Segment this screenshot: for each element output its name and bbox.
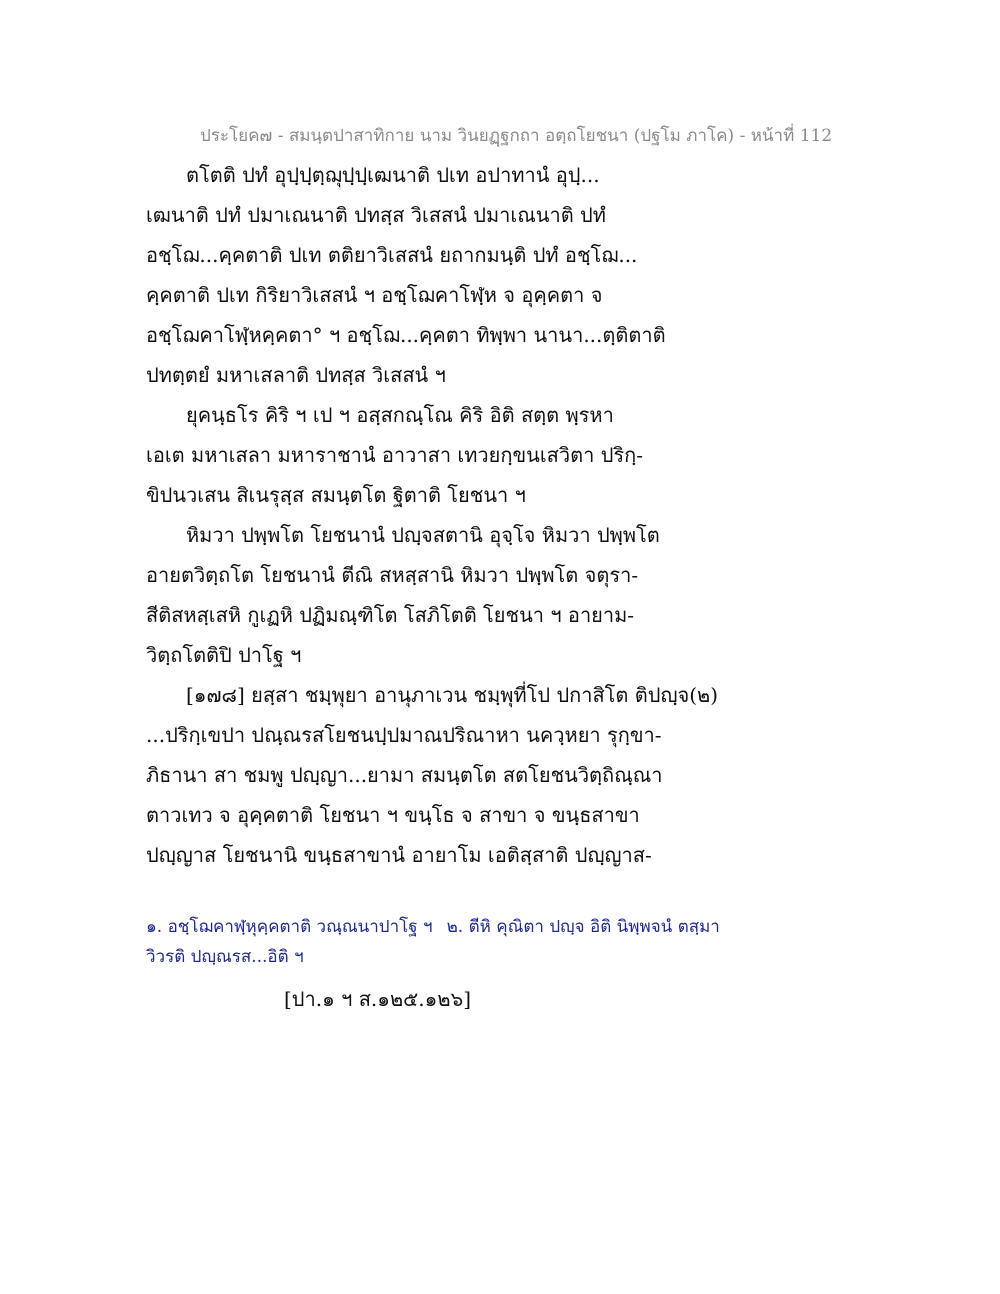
text-line: คฺคตาติ ปเท กิริยาวิเสสนํ ฯ อชฺโฌคาโฬฺห จ อุคฺคตา จ <box>146 283 603 307</box>
text-line: อชฺโฌ...คฺคตาติ ปเท ตติยาวิเสสนํ ยถากมนฺติ ปทํ อชฺโฌ... <box>146 243 638 267</box>
text-line: ปทตฺตยํ มหาเสลาติ ปทสฺส วิเสสนํ ฯ <box>146 363 446 387</box>
footnote-line: วิวรติ ปญฺณรส...อิติ ฯ <box>146 947 304 967</box>
text-line: ยุคนฺธโร คิริ ฯ เป ฯ อสฺสกณฺโณ คิริ อิติ สตฺต พฺรหา <box>186 403 614 427</box>
text-line: ภิธานา สา ชมพู ปญฺญา...ยามา สมนฺตโต สตโยชนวิตฺถิณฺณา <box>146 763 663 787</box>
footnotes <box>146 912 866 972</box>
body-text <box>146 159 866 879</box>
text-line: วิตฺถโตติปิ ปาโฐ ฯ <box>146 643 302 667</box>
footnote-2: ๒. ตีหิ คุณิตา ปญฺจ อิติ นิพฺพจนํ ตสฺมา <box>446 917 720 937</box>
text-line: [๑๗๘] ยสฺสา ชมฺพุยา อานุภาเวน ชมฺพุที่โป ปกาสิโต ติปญฺจ(๒) <box>186 683 719 707</box>
text-line: ...ปริกฺเขปา ปณฺณรสโยชนปฺปมาณปริณาหา นควฺหยา รุกฺขา- <box>146 723 662 747</box>
page-header: ประโยค๗ - สมนฺตปาสาทิกาย นาม วินยฏฺฐกถา อตฺถโยชนา (ปฐโม ภาโค) - หน้าที่ 112 <box>200 126 833 146</box>
page-reference: [ปา.๑ ฯ ส.๑๒๕.๑๒๖] <box>284 987 472 1011</box>
footnote-line <box>146 912 866 942</box>
text-line: เฒนาติ ปทํ ปมาเณนาติ ปทสฺส วิเสสนํ ปมาเณนาติ ปทํ <box>146 203 606 227</box>
text-line: ตาวเทว จ อุคฺคตาติ โยชนา ฯ ขนฺโธ จ สาขา จ ขนฺธสาขา <box>146 803 640 827</box>
text-line: อายตวิตฺถโต โยชนานํ ตีณิ สหสฺสานิ หิมวา ปพฺพโต จตุรา- <box>146 563 639 587</box>
paragraph-2 <box>146 399 866 511</box>
paragraph-1 <box>146 159 866 391</box>
footnote-1: ๑. อชฺโฌคาฬฺหุคฺคตาติ วณฺณนาปาโฐ ฯ <box>146 917 433 937</box>
text-line: ขิปนวเสน สิเนรุสฺส สมนฺตโต ฐิตาติ โยชนา ฯ <box>146 483 526 507</box>
text-line: ปญฺญาส โยชนานิ ขนฺธสาขานํ อายาโม เอติสฺสาติ ปญฺญาส- <box>146 843 652 867</box>
paragraph-4 <box>146 679 866 871</box>
text-line: อชฺโฌคาโฬฺหคฺคตา° ฯ อชฺโฌ...คฺคตา ทิพฺพา นานา...ตฺติตาติ <box>146 323 666 347</box>
text-line: หิมวา ปพฺพโต โยชนานํ ปญฺจสตานิ อุจฺโจ หิมวา ปพฺพโต <box>186 523 660 547</box>
text-line: สีติสหสฺเสหิ กูเฏหิ ปฏิมณฺฑิโต โสภิโตติ โยชนา ฯ อายาม- <box>146 603 635 627</box>
paragraph-3 <box>146 519 866 671</box>
text-line: เอเต มหาเสลา มหาราชานํ อาวาสา เทวยกฺขนเสวิตา ปริกฺ- <box>146 443 643 467</box>
text-line: ตโตติ ปทํ อุปฺปฺตฺฌุปฺปฺเฒนาติ ปเท อปาทานํ อุปฺ... <box>186 163 600 187</box>
